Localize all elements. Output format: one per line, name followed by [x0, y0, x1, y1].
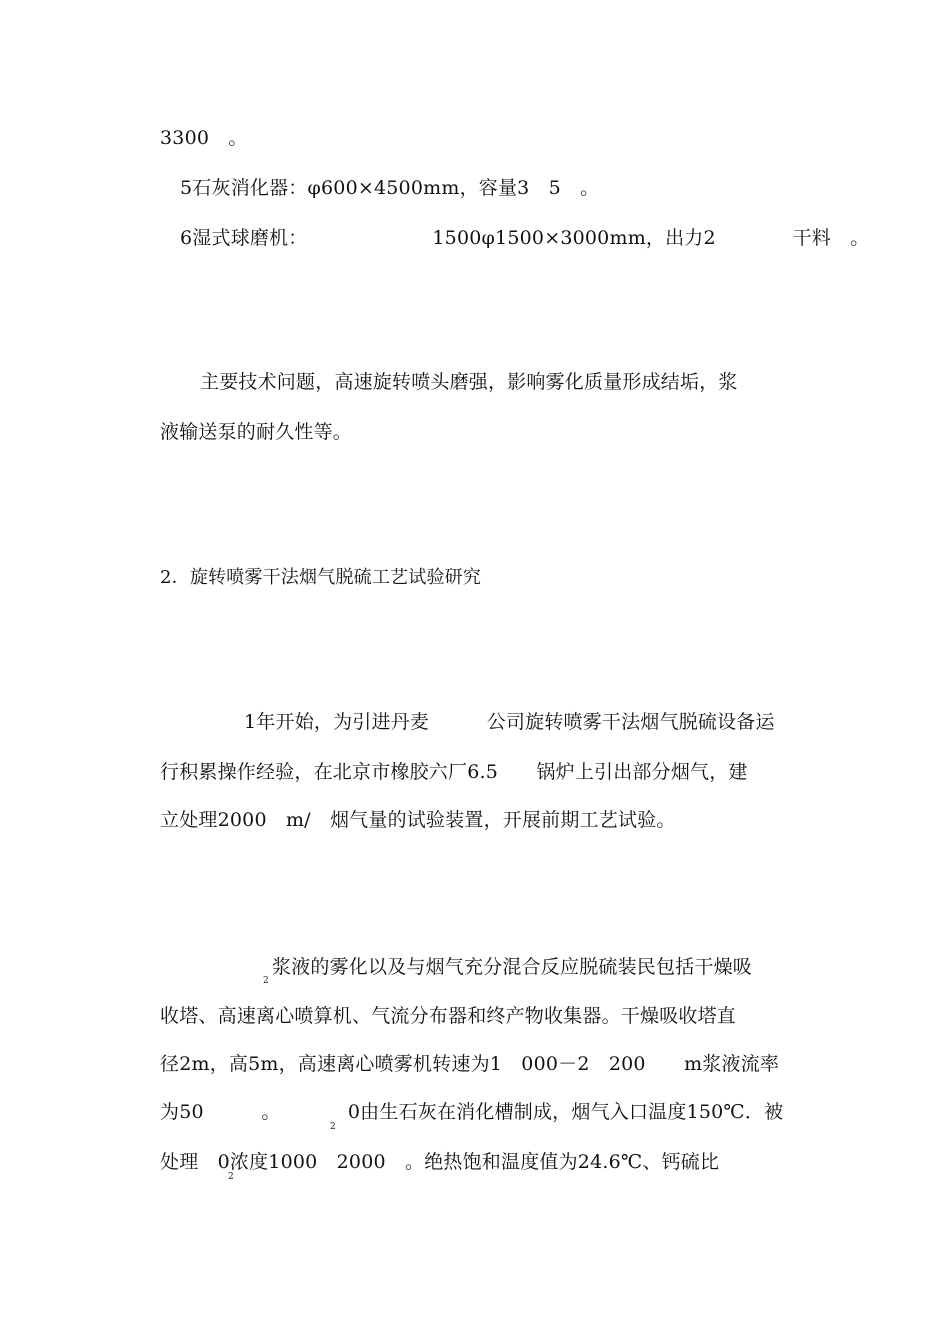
paragraph-line-9: 为50 。 0由生石灰在消化槽制成，烟气入口温度150℃．被 — [160, 1101, 784, 1123]
paragraph-line-1: 主要技术问题，高速旋转喷头磨强，影响雾化质量形成结垢，浆 — [200, 371, 738, 393]
paragraph-line-5: 立处理2000 m/ 烟气量的试验装置，开展前期工艺试验。 — [160, 809, 676, 831]
text-line-2: 5石灰消化器：φ600×4500mm，容量3 5 。 — [180, 177, 600, 199]
subscript-2-c: 2 — [228, 1172, 234, 1182]
text-line-3: 6湿式球磨机： 1500φ1500×3000mm，出力2 干料 。 — [180, 227, 870, 249]
paragraph-line-10: 处理 0浓度1000 2000 。绝热饱和温度值为24.6℃、钙硫比 — [160, 1151, 720, 1173]
paragraph-line-7: 收塔、高速离心喷算机、气流分布器和终产物收集器。干燥吸收塔直 — [160, 1005, 737, 1027]
subscript-2-a: 2 — [263, 976, 269, 986]
paragraph-line-3: 1年开始，为引进丹麦 公司旋转喷雾干法烟气脱硫设备运 — [244, 711, 775, 733]
section-heading: 2．旋转喷雾干法烟气脱硫工艺试验研究 — [160, 567, 482, 588]
text-line-1: 3300 。 — [160, 127, 248, 149]
paragraph-line-4: 行积累操作经验，在北京市橡胶六厂6.5 锅炉上引出部分烟气，建 — [160, 761, 748, 783]
paragraph-line-6: 浆液的雾化以及与烟气充分混合反应脱硫装民包括干燥吸 — [272, 956, 753, 978]
subscript-2-b: 2 — [330, 1122, 336, 1132]
paragraph-line-2: 液输送泵的耐久性等。 — [160, 421, 353, 443]
paragraph-line-8: 径2m，高5m，高速离心喷雾机转速为1 000－2 200 m浆液流率 — [160, 1053, 780, 1075]
